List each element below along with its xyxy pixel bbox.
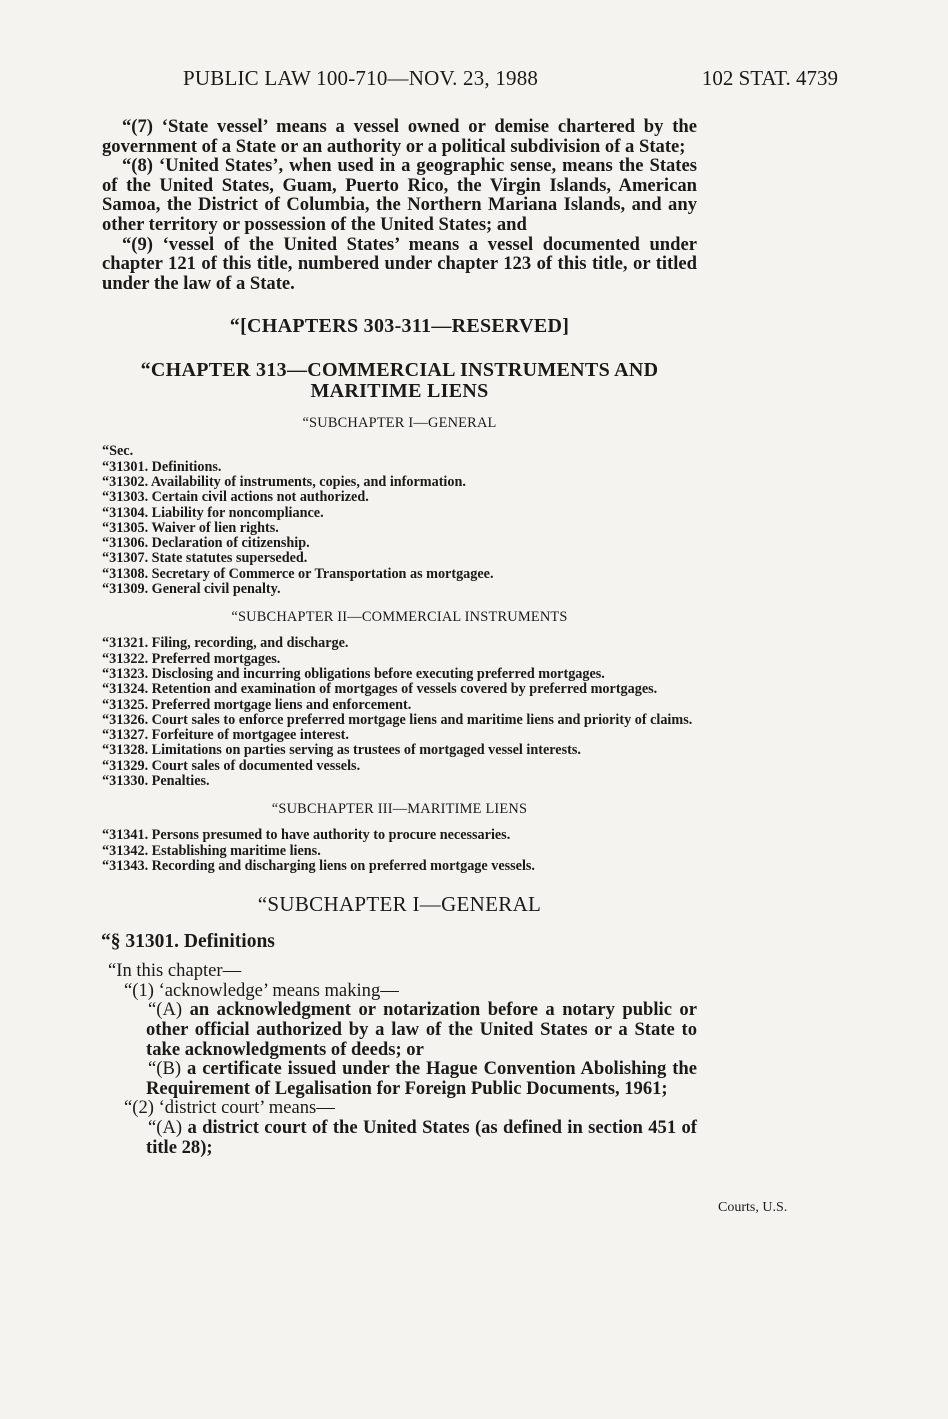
subparagraph-text: a certificate issued under the Hague Convention Abolishing the Requirement of Legalisation for Foreign Public Documents, 1961; (146, 1058, 697, 1099)
toc-list (102, 460, 697, 598)
toc-list (102, 828, 697, 874)
toc-item: “31342. Establishing maritime liens. (102, 842, 321, 859)
toc-item: “31321. Filing, recording, and discharge. (102, 635, 349, 652)
toc-item: “31306. Declaration of citizenship. (102, 535, 310, 552)
chapter-heading-line: “CHAPTER 313—COMMERCIAL INSTRUMENTS AND (140, 359, 659, 382)
toc-item: “31322. Preferred mortgages. (102, 650, 281, 667)
subparagraph-text: an acknowledgment or notarization before a notary public or other official authorized by a law of the United States or a State to take acknowledgments of deeds; or (146, 999, 697, 1060)
toc-item: “31343. Recording and discharging liens on preferred mortgage vessels. (102, 857, 535, 874)
toc-item: “31301. Definitions. (102, 458, 222, 475)
toc-item: “31326. Court sales to enforce preferred mortgage liens and maritime liens and priority of claims. (102, 711, 693, 728)
toc-item: “31328. Limitations on parties serving as trustees of mortgaged vessel interests. (102, 742, 581, 759)
toc-item: “31329. Court sales of documented vessels. (102, 757, 361, 774)
toc-subchapter-heading: “SUBCHAPTER III—MARITIME LIENS (271, 801, 528, 818)
page-number: 102 STAT. 4739 (701, 66, 838, 90)
definition-lead: “(1) ‘acknowledge’ means making— (124, 979, 399, 1001)
toc-sec-label: “Sec. (102, 443, 134, 460)
subparagraph-label: “(A) (148, 1116, 183, 1138)
chapter-heading-line: MARITIME LIENS (310, 380, 489, 403)
subparagraph-label: “(B) (148, 1058, 182, 1080)
toc-item: “31303. Certain civil actions not authorized. (102, 489, 369, 506)
toc-item: “31307. State statutes superseded. (102, 550, 308, 567)
definition-subparagraph (102, 1059, 697, 1098)
margin-note: Courts, U.S. (718, 1200, 788, 1215)
definition-paragraph: “(7) ‘State vessel’ means a vessel owned or demise chartered by the government of a State or an authority or a political subdivision of a State; (102, 116, 697, 157)
definition-subparagraph (102, 1000, 697, 1059)
toc-subchapter-heading: “SUBCHAPTER II—COMMERCIAL INSTRUMENTS (231, 609, 568, 626)
subparagraph-text: a district court of the United States (as defined in section 451 of title 28); (146, 1116, 698, 1158)
toc-item: “31309. General civil penalty. (102, 581, 281, 598)
subparagraph-label: “(A) (148, 999, 183, 1021)
toc-item: “31327. Forfeiture of mortgagee interest. (102, 727, 349, 744)
toc-item: “31325. Preferred mortgage liens and enforcement. (102, 696, 412, 713)
subchapter-heading: “SUBCHAPTER I—GENERAL (257, 892, 542, 917)
chapter-heading (102, 360, 697, 402)
toc-subchapter-heading: “SUBCHAPTER I—GENERAL (302, 415, 497, 432)
toc-item: “31308. Secretary of Commerce or Transportation as mortgagee. (102, 565, 494, 582)
toc-item: “31330. Penalties. (102, 772, 210, 789)
toc-item: “31341. Persons presumed to have authority to procure necessaries. (102, 827, 511, 844)
toc-item: “31304. Liability for noncompliance. (102, 504, 324, 521)
definition-paragraph: “(9) ‘vessel of the United States’ means a vessel documented under chapter 121 of this title, numbered under chapter 123 of this title, or titled under the law of a State. (102, 233, 697, 294)
toc-item: “31324. Retention and examination of mortgages of vessels covered by preferred mortgages. (102, 681, 658, 698)
section-intro: “In this chapter— (108, 960, 242, 982)
toc-item: “31305. Waiver of lien rights. (102, 519, 279, 536)
running-head: PUBLIC LAW 100-710—NOV. 23, 1988 (183, 66, 539, 90)
definition-subparagraph (102, 1118, 697, 1157)
reserved-chapters-heading: “[CHAPTERS 303-311—RESERVED] (229, 315, 570, 338)
toc-item: “31323. Disclosing and incurring obligations before executing preferred mortgages. (102, 665, 605, 682)
definition-lead: “(2) ‘district court’ means— (124, 1097, 335, 1119)
definition-paragraph: “(8) ‘United States’, when used in a geographic sense, means the States of the United States, Guam, Puerto Rico, the Virgin Islands, American Samoa, the District of Columbia, the Northern Mariana Islands, and any other territory or possession of the United States; and (102, 155, 697, 235)
toc-list (102, 636, 697, 789)
section-title: “§ 31301. Definitions (101, 931, 275, 953)
toc-item: “31302. Availability of instruments, copies, and information. (102, 473, 466, 490)
body-text (102, 117, 697, 1157)
